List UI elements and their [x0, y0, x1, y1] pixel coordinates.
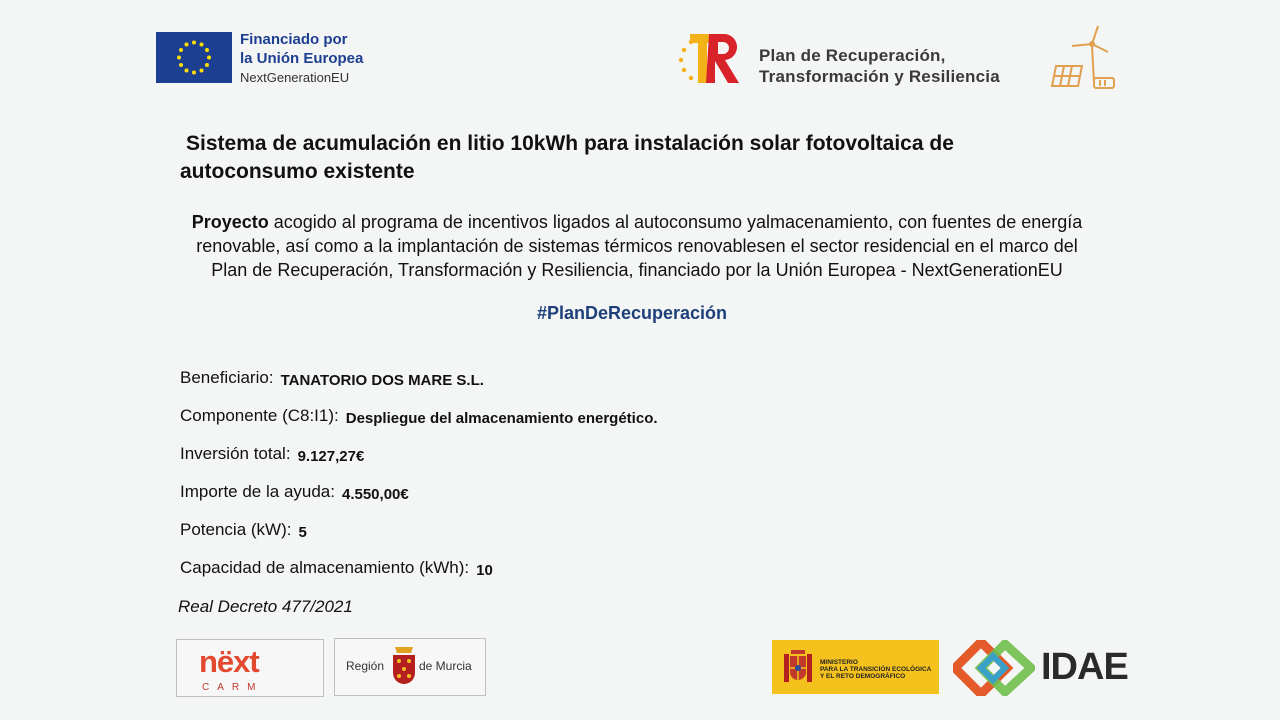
eu-star: [185, 68, 189, 72]
description-line1-text: acogido al programa de incentivos ligados al autoconsumo yalmacenamiento, con fuentes de energía: [268, 212, 1083, 232]
eu-line1: Financiado por: [240, 31, 348, 48]
region-murcia-logo: [334, 638, 486, 696]
description-line1: [178, 210, 1096, 234]
project-details: [180, 368, 658, 596]
field-value: 10: [476, 562, 493, 579]
tr-logo-icon: [676, 30, 742, 86]
eu-star: [179, 48, 183, 52]
project-title: [180, 130, 1040, 186]
eu-star: [205, 48, 209, 52]
field-label: Inversión total:: [180, 444, 291, 463]
field-value: TANATORIO DOS MARE S.L.: [280, 372, 484, 389]
field-label: Componente (C8:I1):: [180, 406, 339, 425]
description-line2: renovable, así como a la implantación de sistemas térmicos renovablesen el sector residencial en el marco del: [196, 236, 1078, 256]
next-carm-logo: [176, 639, 324, 697]
spain-escudo-icon: [780, 646, 816, 688]
idae-text: IDAE: [1041, 646, 1128, 688]
eu-star: [207, 56, 211, 60]
field-potencia: [180, 520, 658, 558]
eu-star: [192, 71, 196, 75]
project-description: [178, 210, 1096, 282]
mitec-line1: MINISTERIO: [820, 659, 858, 666]
field-componente: [180, 406, 658, 444]
murcia-text-a: Región: [346, 659, 385, 673]
eu-star: [192, 41, 196, 45]
field-beneficiario: [180, 368, 658, 406]
field-inversion: [180, 444, 658, 482]
field-label: Importe de la ayuda:: [180, 482, 335, 501]
description-line3: Plan de Recuperación, Transformación y Resiliencia, financiado por la Unión Europea - NextGenerationEU: [211, 260, 1063, 280]
description-bold: Proyecto: [191, 212, 269, 232]
eu-star: [200, 43, 204, 47]
prtr-title: [759, 45, 1000, 87]
field-value: 5: [298, 524, 307, 541]
eu-flag-icon: [156, 32, 232, 83]
field-importe: [180, 482, 658, 520]
eu-funding-text: [240, 30, 363, 87]
next-word: nëxt: [199, 644, 259, 679]
mitec-line2: PARA LA TRANSICIÓN ECOLÓGICA: [820, 666, 932, 673]
field-label: Beneficiario:: [180, 368, 274, 387]
eu-star: [200, 68, 204, 72]
title-line1: Sistema de acumulación en litio 10kWh para instalación solar fotovoltaica de: [186, 132, 954, 155]
field-value: 9.127,27€: [297, 448, 365, 465]
mitec-line3: Y EL RETO DEMOGRÁFICO: [820, 673, 906, 680]
ministerio-logo: [772, 640, 939, 694]
prtr-line2: Transformación y Resiliencia: [759, 67, 1000, 86]
field-value: 4.550,00€: [341, 486, 409, 503]
field-capacidad: [180, 558, 658, 596]
field-label: Capacidad de almacenamiento (kWh):: [180, 558, 470, 577]
wind-solar-icon: [1050, 22, 1120, 92]
hashtag: #PlanDeRecuperación: [536, 303, 728, 323]
eu-star: [179, 63, 183, 67]
title-line2: autoconsumo existente: [180, 160, 415, 183]
idae-logo-icon: [953, 640, 1035, 696]
prtr-line1: Plan de Recuperación,: [759, 46, 946, 65]
murcia-text-b: de Murcia: [419, 659, 472, 673]
next-sub: CARM: [202, 682, 264, 693]
eu-star: [205, 63, 209, 67]
eu-star: [177, 56, 181, 60]
field-label: Potencia (kW):: [180, 520, 292, 539]
eu-line2: la Unión Europea: [240, 50, 364, 67]
ministerio-text: [820, 659, 931, 680]
field-value: Despliegue del almacenamiento energético.: [345, 410, 658, 427]
murcia-shield-icon: [391, 643, 417, 691]
eu-line3: NextGenerationEU: [240, 70, 350, 85]
eu-star: [185, 43, 189, 47]
decree: Real Decreto 477/2021: [178, 597, 353, 616]
